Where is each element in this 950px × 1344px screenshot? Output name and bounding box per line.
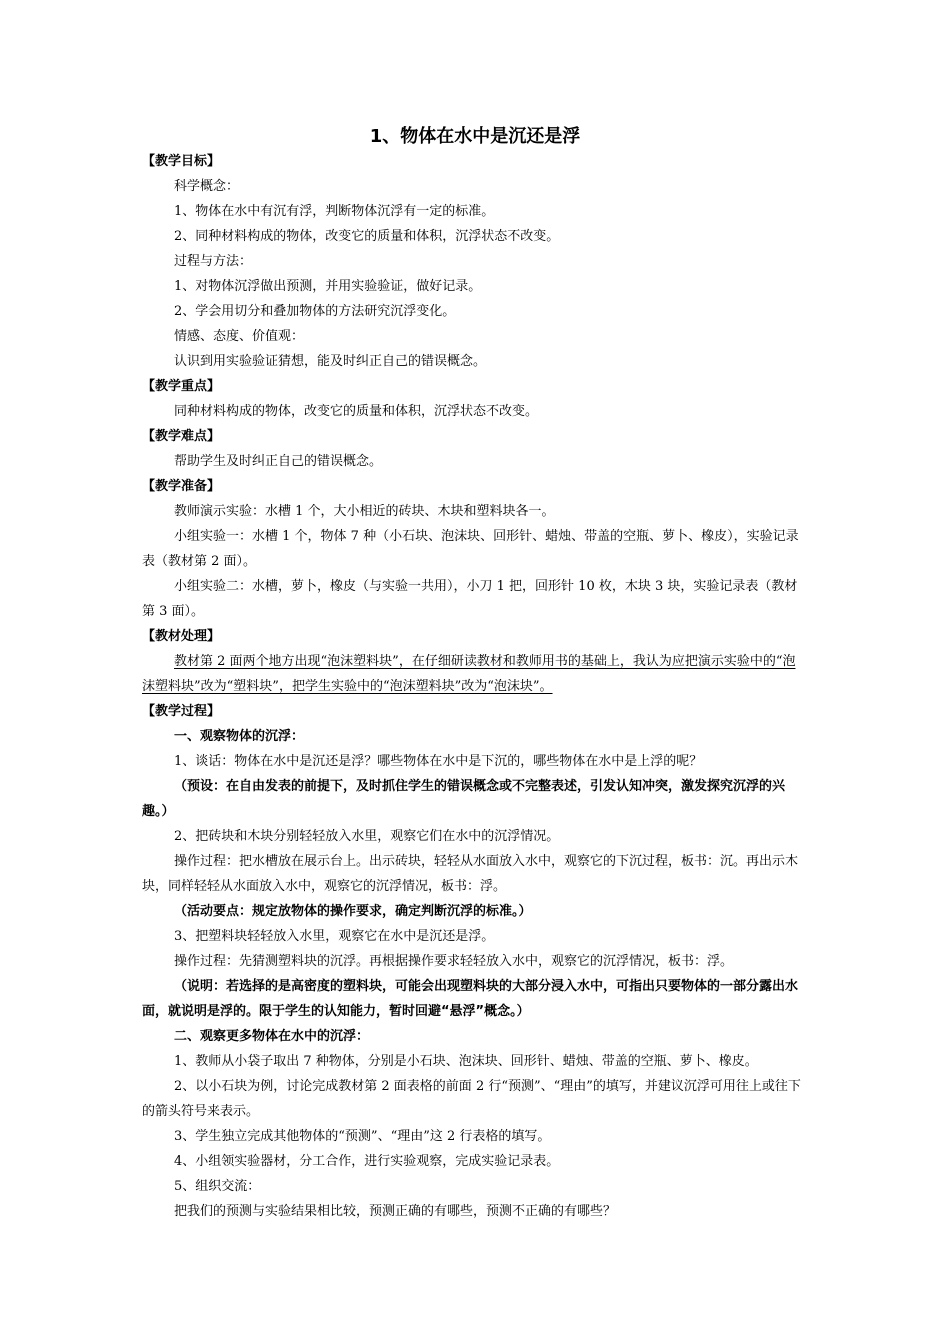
part-1-note-3: （说明：若选择的是高密度的塑料块，可能会出现塑料块的大部分浸入水中，可指出只要物体的一部分露出水面，就说明是浮的。限于学生的认知能力，暂时回避“悬浮”概念。） (142, 979, 799, 1019)
prep-group-1: 小组实验一：水槽 1 个，物体 7 种（小石块、泡沫块、回形针、蜡烛、带盖的空瓶、萝卜、橡皮），实验记录表（教材第 2 面）。 (142, 529, 799, 569)
part-1-step-2: 2、把砖块和木块分别轻轻放入水里，观察它们在水中的沉浮情况。 (174, 829, 560, 844)
section-heading-goals: 【教学目标】 (142, 154, 221, 169)
concept-item-1: 1、物体在水中有沉有浮，判断物体沉浮有一定的标准。 (174, 204, 495, 219)
part-2-step-3: 3、学生独立完成其他物体的“预测”、“理由”这 2 行表格的填写。 (174, 1129, 551, 1144)
prep-teacher: 教师演示实验：水槽 1 个，大小相近的砖块、木块和塑料块各一。 (174, 504, 555, 519)
concept-label: 科学概念： (174, 179, 240, 194)
section-heading-material: 【教材处理】 (142, 629, 221, 644)
part-1-operation-1: 操作过程：把水槽放在展示台上。出示砖块，轻轻从水面放入水中，观察它的下沉过程，板书：沉。再出示木块，同样轻轻从水面放入水中，观察它的沉浮情况，板书：浮。 (142, 854, 799, 894)
part-1-step-3: 3、把塑料块轻轻放入水里，观察它在水中是沉还是浮。 (174, 929, 495, 944)
attitude-item-1: 认识到用实验验证猜想，能及时纠正自己的错误概念。 (174, 354, 487, 369)
part-1-step-1: 1、谈话：物体在水中是沉还是浮？哪些物体在水中是下沉的，哪些物体在水中是上浮的呢？ (174, 754, 703, 769)
part-1-heading: 一、观察物体的沉浮： (174, 729, 305, 744)
part-1-note-2: （活动要点：规定放物体的操作要求，确定判断沉浮的标准。） (174, 904, 532, 919)
document-title: 1、物体在水中是沉还是浮 (369, 126, 581, 147)
concept-item-2: 2、同种材料构成的物体，改变它的质量和体积，沉浮状态不改变。 (174, 229, 560, 244)
document-body (142, 149, 808, 1224)
section-heading-difficulty: 【教学难点】 (142, 429, 221, 444)
section-heading-key: 【教学重点】 (142, 379, 221, 394)
part-2-heading: 二、观察更多物体在水中的沉浮： (174, 1029, 370, 1044)
attitude-label: 情感、态度、价值观： (174, 329, 305, 344)
process-label: 过程与方法： (174, 254, 253, 269)
part-1-note-1: （预设：在自由发表的前提下，及时抓住学生的错误概念或不完整表述，引发认知冲突，激发探究沉浮的兴趣。） (142, 779, 786, 819)
process-item-2: 2、学会用切分和叠加物体的方法研究沉浮变化。 (174, 304, 456, 319)
part-2-step-4: 4、小组领实验器材，分工合作，进行实验观察，完成实验记录表。 (174, 1154, 560, 1169)
prep-group-2: 小组实验二：水槽，萝卜，橡皮（与实验一共用），小刀 1 把，回形针 10 枚，木块 3 块，实验记录表（教材第 3 面）。 (142, 579, 798, 619)
key-text: 同种材料构成的物体，改变它的质量和体积，沉浮状态不改变。 (174, 404, 539, 419)
difficulty-text: 帮助学生及时纠正自己的错误概念。 (174, 454, 383, 469)
material-text: 教材第 2 面两个地方出现“泡沫塑料块”，在仔细研读教材和教师用书的基础上，我认为应把演示实验中的“泡沫塑料块”改为“塑料块”，把学生实验中的“泡沫塑料块”改为“泡沫块”。 (142, 654, 796, 694)
process-item-1: 1、对物体沉浮做出预测，并用实验验证，做好记录。 (174, 279, 482, 294)
section-heading-process: 【教学过程】 (142, 704, 221, 719)
part-2-step-5: 5、组织交流： (174, 1179, 261, 1194)
part-1-operation-2: 操作过程：先猜测塑料块的沉浮。再根据操作要求轻轻放入水中，观察它的沉浮情况，板书：浮。 (174, 954, 734, 969)
part-2-step-1: 1、教师从小袋子取出 7 种物体，分别是小石块、泡沫块、回形针、蜡烛、带盖的空瓶、萝卜、橡皮。 (174, 1054, 758, 1069)
part-2-step-2: 2、以小石块为例，讨论完成教材第 2 面表格的前面 2 行“预测”、“理由”的填写，并建议沉浮可用往上或往下的箭头符号来表示。 (142, 1079, 801, 1119)
section-heading-prep: 【教学准备】 (142, 479, 221, 494)
part-2-step-6: 把我们的预测与实验结果相比较，预测正确的有哪些，预测不正确的有哪些？ (174, 1204, 617, 1219)
